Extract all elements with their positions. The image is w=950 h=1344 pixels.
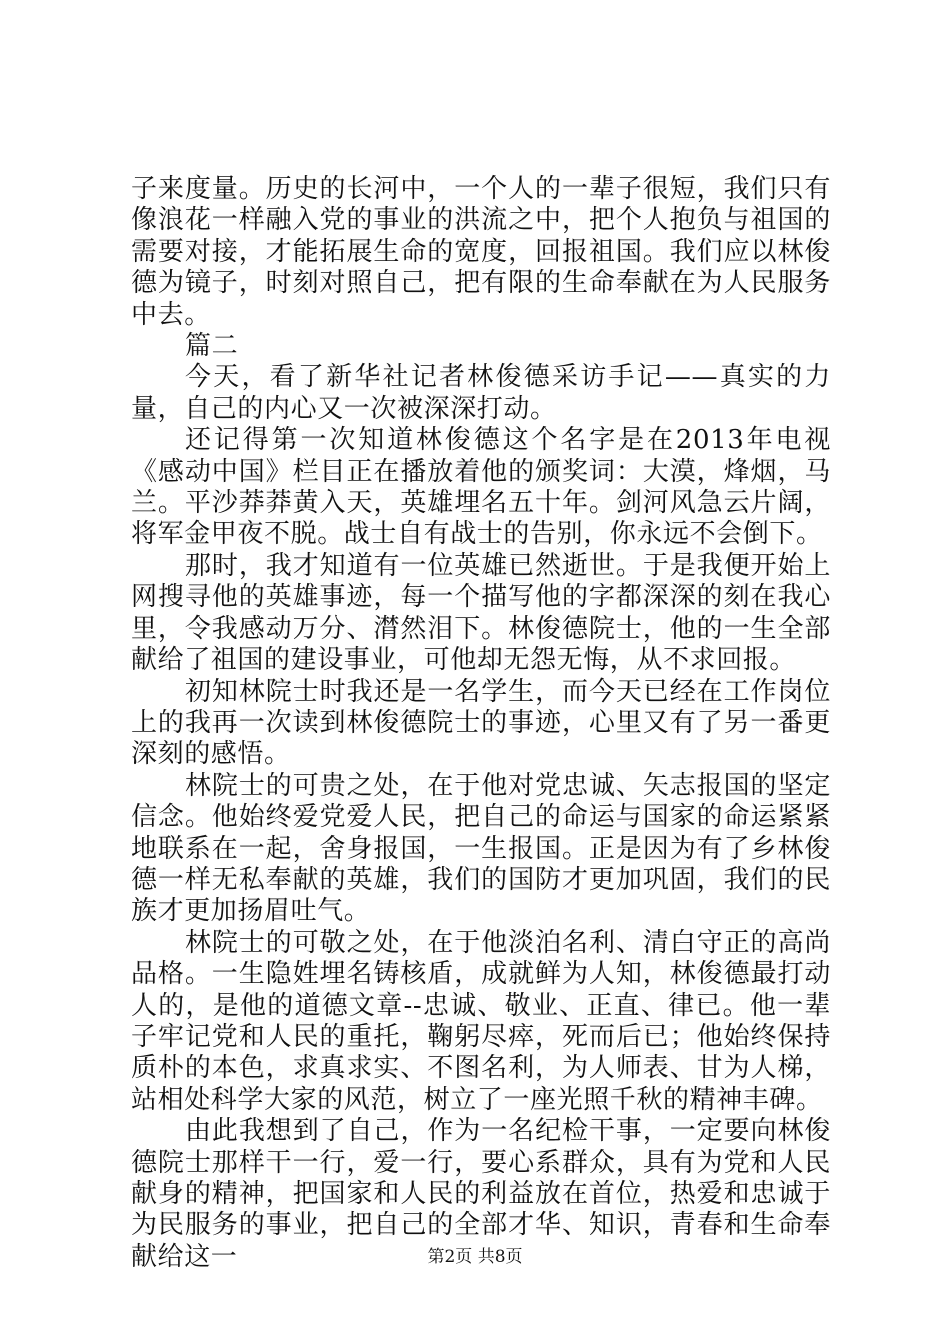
- paragraph: 林院士的可贵之处，在于他对党忠诚、矢志报国的坚定信念。他始终爱党爱人民，把自己的命运与国家的命运紧紧地联系在一起，舍身报国，一生报国。正是因为有了乡林俊德一样无私奉献的英雄，我们的国防才更加巩固，我们的民族才更加扬眉吐气。: [131, 770, 831, 927]
- page-footer: 第2页 共8页: [427, 1247, 523, 1267]
- paragraph: 还记得第一次知道林俊德这个名字是在2013年电视《感动中国》栏目正在播放着他的颁奖词：大漠，烽烟，马兰。平沙莽莽黄入天，英雄埋名五十年。剑河风急云片阔，将军金甲夜不脱。战士自有战士的告别，你永远不会倒下。: [131, 425, 831, 550]
- paragraph: 今天，看了新华社记者林俊德采访手记——真实的力量，自己的内心又一次被深深打动。: [131, 362, 831, 424]
- paragraph: 子来度量。历史的长河中，一个人的一辈子很短，我们只有像浪花一样融入党的事业的洪流之中，把个人抱负与祖国的需要对接，才能拓展生命的宽度，回报祖国。我们应以林俊德为镜子，时刻对照自己，把有限的生命奉献在为人民服务中去。: [131, 174, 831, 330]
- section-heading: 篇二: [185, 331, 239, 362]
- paragraph: 那时，我才知道有一位英雄已然逝世。于是我便开始上网搜寻他的英雄事迹，每一个描写他的字都深深的刻在我心里，令我感动万分、潸然泪下。林俊德院士，他的一生全部献给了祖国的建设事业，可他却无怨无悔，从不求回报。: [131, 550, 831, 676]
- paragraph: 林院士的可敬之处，在于他淡泊名利、清白守正的高尚品格。一生隐姓埋名铸核盾，成就鲜为人知，林俊德最打动人的，是他的道德文章--忠诚、敬业、正直、律已。他一辈子牢记党和人民的重托，鞠躬尽瘁，死而后已；他始终保持质朴的本色，求真求实、不图名利，为人师表、甘为人梯，站相处科学大家的风范，树立了一座光照千秋的精神丰碑。: [131, 927, 831, 1115]
- document-body: [131, 174, 831, 1273]
- paragraph: 初知林院士时我还是一名学生，而今天已经在工作岗位上的我再一次读到林俊德院士的事迹，心里又有了另一番更深刻的感悟。: [131, 676, 831, 770]
- paragraph: 由此我想到了自己，作为一名纪检干事，一定要向林俊德院士那样干一行，爱一行，要心系群众，具有为党和人民献身的精神，把国家和人民的利益放在首位，热爱和忠诚于为民服务的事业，把自己的全部才华、知识，青春和生命奉献给这一: [131, 1116, 831, 1272]
